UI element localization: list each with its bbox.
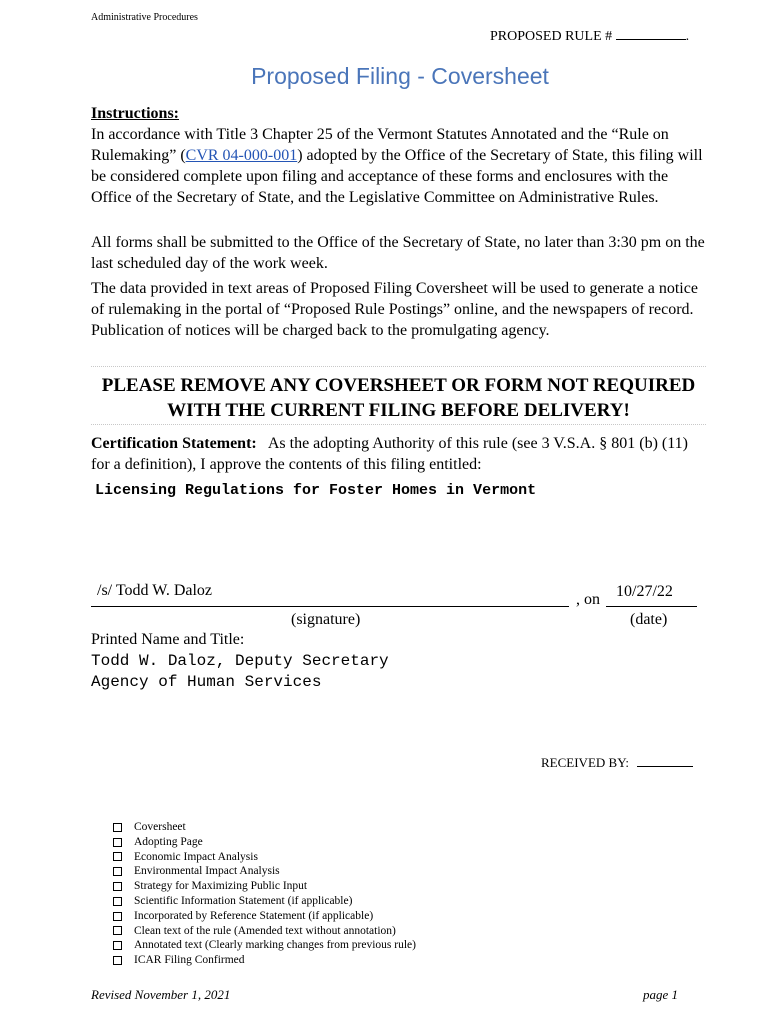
instructions-paragraph-1 xyxy=(91,124,706,208)
checkbox[interactable] xyxy=(113,926,122,935)
checkbox[interactable] xyxy=(113,852,122,861)
checklist-label: Incorporated by Reference Statement (if applicable) xyxy=(134,909,374,922)
checklist-label: Strategy for Maximizing Public Input xyxy=(134,880,308,893)
checklist-label: Scientific Information Statement (if applicable) xyxy=(134,894,353,907)
instructions-paragraph-2: All forms shall be submitted to the Office of the Secretary of State, no later than 3:30 pm on the last scheduled day of the work week. xyxy=(91,234,705,272)
checklist-label: Economic Impact Analysis xyxy=(134,850,258,863)
checklist-item[interactable] xyxy=(113,879,416,894)
divider-bottom xyxy=(91,424,706,425)
signature-label: (signature) xyxy=(291,611,361,628)
checklist-item[interactable] xyxy=(113,924,416,939)
checklist-item[interactable] xyxy=(113,835,416,850)
checklist-item[interactable] xyxy=(113,894,416,909)
checklist-label: Adopting Page xyxy=(134,835,203,848)
p1-before: In accordance with Title 3 Chapter 25 of the Vermont Statutes Annotated and the “Rule on Rulemaking” ( xyxy=(91,126,669,164)
checkbox[interactable] xyxy=(113,941,122,950)
date-label: (date) xyxy=(630,611,668,628)
printed-name-field[interactable] xyxy=(91,651,389,693)
signature-field[interactable]: /s/ Todd W. Daloz xyxy=(97,582,213,599)
checklist-item[interactable] xyxy=(113,820,416,835)
received-by-label: RECEIVED BY: xyxy=(541,755,629,770)
checkbox[interactable] xyxy=(113,897,122,906)
received-by-blank[interactable] xyxy=(637,756,693,767)
footer-page-number: page 1 xyxy=(643,987,679,1002)
instructions-paragraph-3: The data provided in text areas of Proposed Filing Coversheet will be used to generate a notice of rulemaking in the portal of “Proposed Rule Postings” online, and the newspapers of record. Publication of notices will be charged back to the promulgating agency. xyxy=(91,280,698,339)
checklist-item[interactable] xyxy=(113,850,416,865)
checklist-item[interactable] xyxy=(113,953,416,968)
proposed-rule-suffix: . xyxy=(685,29,690,44)
on-text: , on xyxy=(576,591,600,608)
header-left: Administrative Procedures xyxy=(91,12,198,23)
rule-title-field[interactable]: Licensing Regulations for Foster Homes in Vermont xyxy=(95,482,537,499)
checklist-label: Clean text of the rule (Amended text without annotation) xyxy=(134,924,396,937)
checkbox[interactable] xyxy=(113,912,122,921)
received-by xyxy=(541,755,693,771)
date-field[interactable]: 10/27/22 xyxy=(616,583,673,600)
checklist-label: Coversheet xyxy=(134,821,186,833)
checkbox[interactable] xyxy=(113,867,122,876)
enclosure-checklist xyxy=(113,820,416,968)
checkbox[interactable] xyxy=(113,823,122,832)
certification-label: Certification Statement: xyxy=(91,435,257,452)
printed-name-line-2: Agency of Human Services xyxy=(91,673,322,691)
certification-statement xyxy=(91,433,706,475)
p1-after: ) adopted by the Office of the Secretary of State, this filing will be considered complete upon filing and acceptance of these forms and enclosures with the Office of the Secretary of State, and the Legislative Committee on Administrative Rules. xyxy=(91,147,703,206)
printed-name-label: Printed Name and Title: xyxy=(91,631,245,648)
instructions-heading: Instructions: xyxy=(91,105,180,122)
checklist-item[interactable] xyxy=(113,864,416,879)
date-line xyxy=(606,606,697,607)
proposed-rule-number xyxy=(490,27,689,45)
divider-top xyxy=(91,366,706,367)
printed-name-line-1: Todd W. Daloz, Deputy Secretary xyxy=(91,652,389,670)
checklist-label: Annotated text (Clearly marking changes from previous rule) xyxy=(134,939,416,952)
checkbox[interactable] xyxy=(113,956,122,965)
checklist-label: Environmental Impact Analysis xyxy=(134,865,280,878)
checklist-label: ICAR Filing Confirmed xyxy=(134,954,245,967)
checklist-item[interactable] xyxy=(113,909,416,924)
checkbox[interactable] xyxy=(113,838,122,847)
signature-line xyxy=(91,606,569,607)
checkbox[interactable] xyxy=(113,882,122,891)
proposed-rule-blank[interactable] xyxy=(616,27,686,40)
page-title: Proposed Filing - Coversheet xyxy=(251,63,549,89)
proposed-rule-label: PROPOSED RULE # xyxy=(490,29,613,44)
checklist-item[interactable] xyxy=(113,938,416,953)
certification-text: As the adopting Authority of this rule (see 3 V.S.A. § 801 (b) (11) for a definition), I approve the contents of this filing entitled: xyxy=(91,435,688,473)
warning-banner: PLEASE REMOVE ANY COVERSHEET OR FORM NOT REQUIRED WITH THE CURRENT FILING BEFORE DELIVERY! xyxy=(101,375,696,421)
footer-revised: Revised November 1, 2021 xyxy=(91,987,231,1002)
cvr-link[interactable]: CVR 04-000-001 xyxy=(185,147,298,164)
